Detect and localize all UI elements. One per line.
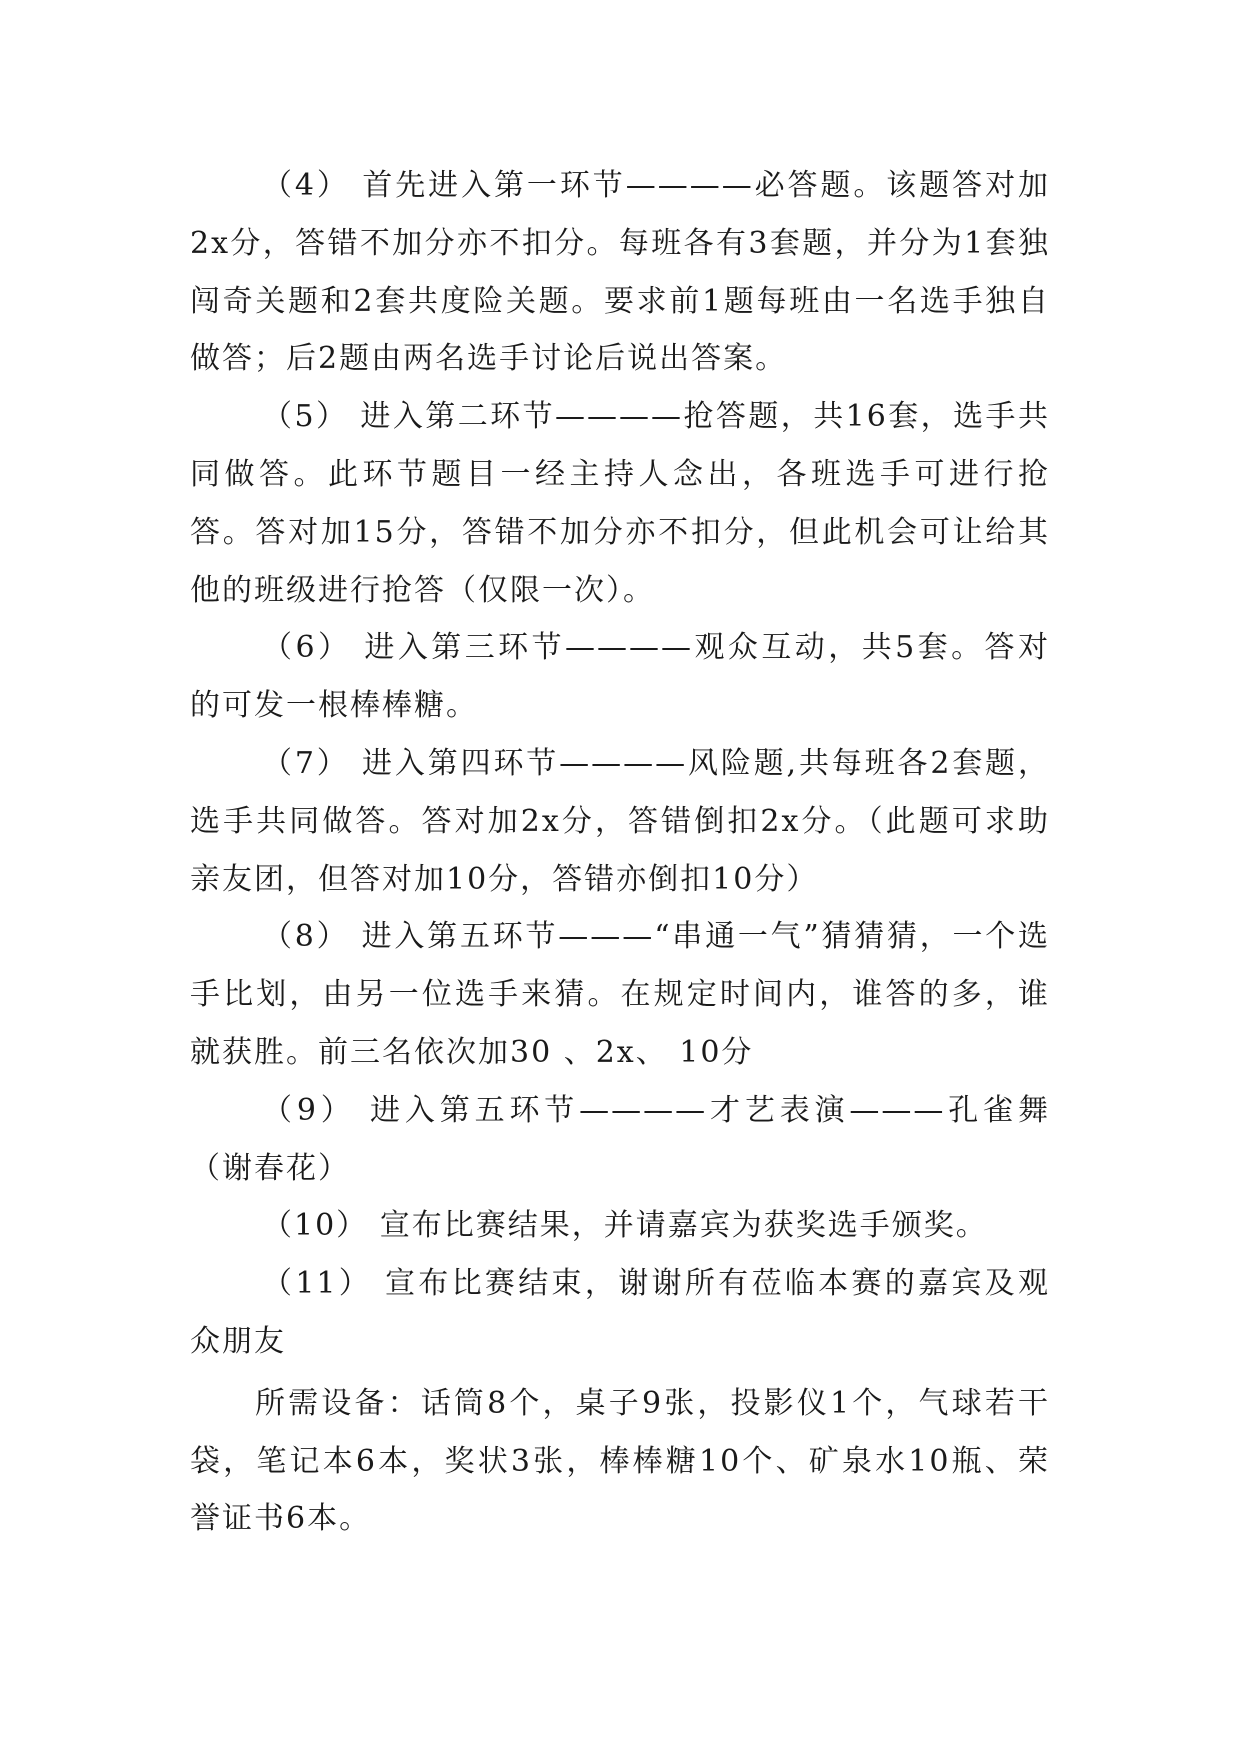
step-5-paragraph: （5） 进入第二环节————抢答题，共16套，选手共同做答。此环节题目一经主持人念出，各班选手可进行抢答。答对加15分，答错不加分亦不扣分，但此机会可让给其他的班级进行抢答（仅限一次）。 — [190, 399, 1050, 608]
step-4-paragraph: （4） 首先进入第一环节————必答题。该题答对加2x分，答错不加分亦不扣分。每班各有3套题，并分为1套独闯奇关题和2套共度险关题。要求前1题每班由一名选手独自做答；后2题由两名选手讨论后说出答案。 — [190, 168, 1050, 377]
step-10-paragraph: （10） 宣布比赛结果，并请嘉宾为获奖选手颁奖。 — [262, 1208, 988, 1244]
step-9-paragraph: （9） 进入第五环节————才艺表演———孔雀舞（谢春花） — [190, 1092, 1050, 1186]
step-11-paragraph: （11） 宣布比赛结束，谢谢所有莅临本赛的嘉宾及观众朋友 — [190, 1266, 1050, 1359]
step-6-paragraph: （6） 进入第三环节————观众互动，共5套。答对的可发一根棒棒糖。 — [190, 630, 1050, 724]
equipment-paragraph: 所需设备：话筒8个，桌子9张，投影仪1个，气球若干袋，笔记本6本，奖状3张，棒棒糖10个、矿泉水10瓶、荣誉证书6本。 — [190, 1385, 1050, 1537]
document-body — [190, 157, 1050, 1548]
step-7-paragraph: （7） 进入第四环节————风险题,共每班各2套题，选手共同做答。答对加2x分，答错倒扣2x分。（此题可求助亲友团，但答对加10分，答错亦倒扣10分） — [190, 745, 1050, 897]
step-8-paragraph: （8） 进入第五环节———“串通一气”猜猜猜，一个选手比划，由另一位选手来猜。在规定时间内，谁答的多，谁就获胜。前三名依次加30 、2x、 10分 — [190, 919, 1050, 1070]
